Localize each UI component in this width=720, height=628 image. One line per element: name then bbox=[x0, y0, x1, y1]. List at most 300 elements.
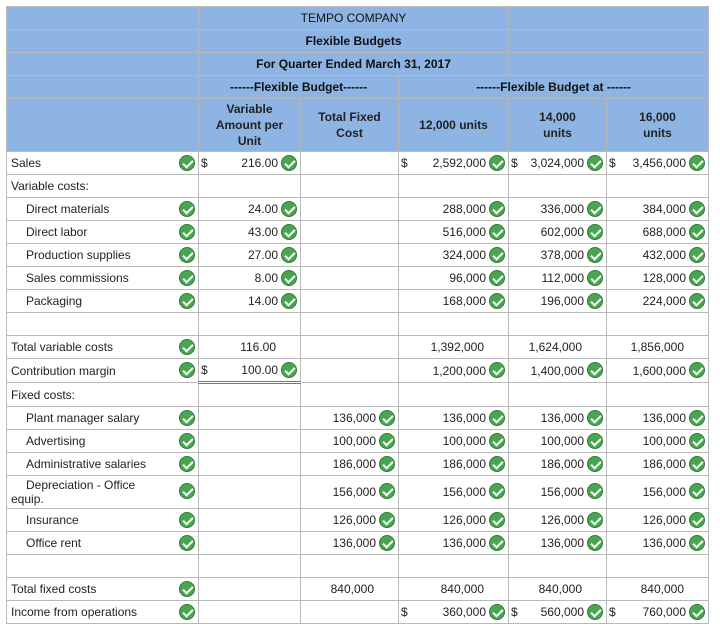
direct-materials-variable-amount[interactable] bbox=[199, 198, 301, 221]
cell-value: 196,000 bbox=[540, 294, 585, 308]
check-icon bbox=[587, 433, 603, 449]
depreciation-variable-amount[interactable] bbox=[199, 476, 301, 509]
cell-value: 840,000 bbox=[640, 582, 685, 596]
administrative-salaries-fixed-cost[interactable] bbox=[301, 453, 399, 476]
check-icon bbox=[587, 293, 603, 309]
cell-value: 1,400,000 bbox=[530, 363, 585, 378]
direct-labor-variable-amount[interactable] bbox=[199, 221, 301, 244]
cell-value: 1,856,000 bbox=[630, 340, 685, 354]
cell-value: 602,000 bbox=[540, 225, 585, 239]
row-label: Contribution margin bbox=[11, 363, 116, 378]
empty-cell bbox=[509, 175, 607, 198]
sales-variable-amount[interactable] bbox=[199, 152, 301, 175]
row-depreciation-office-equip bbox=[7, 476, 709, 509]
administrative-salaries-label-cell[interactable] bbox=[7, 453, 199, 476]
cell-value: 100.00 bbox=[241, 363, 278, 377]
cell-value: 136,000 bbox=[332, 536, 376, 550]
contribution-margin-fixed-cost bbox=[301, 359, 399, 383]
check-icon bbox=[281, 155, 297, 171]
column-header-14000-units: 14,000 units bbox=[509, 99, 607, 152]
cell-value: 840,000 bbox=[330, 582, 374, 596]
empty-cell bbox=[301, 383, 399, 407]
direct-materials-12000-units[interactable] bbox=[399, 198, 509, 221]
check-icon bbox=[179, 410, 195, 426]
production-supplies-label-cell[interactable] bbox=[7, 244, 199, 267]
insurance-14000-units[interactable] bbox=[509, 509, 607, 532]
dollar-sign: $ bbox=[609, 605, 616, 619]
dollar-sign: $ bbox=[401, 156, 408, 170]
insurance-fixed-cost[interactable] bbox=[301, 509, 399, 532]
production-supplies-variable-amount[interactable] bbox=[199, 244, 301, 267]
group-header-flexible-budget-at: ------Flexible Budget at ------ bbox=[399, 76, 709, 99]
check-icon bbox=[689, 224, 705, 240]
check-icon bbox=[689, 483, 705, 499]
direct-materials-14000-units[interactable] bbox=[509, 198, 607, 221]
cell-value: 156,000 bbox=[540, 485, 585, 499]
total-fixed-costs-variable-amount bbox=[199, 578, 301, 601]
check-icon bbox=[587, 512, 603, 528]
cell-value: 516,000 bbox=[442, 225, 487, 239]
row-total-fixed-costs bbox=[7, 578, 709, 601]
sales-commissions-label-cell[interactable] bbox=[7, 267, 199, 290]
empty-cell bbox=[509, 313, 607, 336]
income-from-operations-14000-units[interactable] bbox=[509, 601, 607, 624]
office-rent-16000-units[interactable] bbox=[607, 532, 709, 555]
depreciation-label-cell[interactable] bbox=[7, 476, 199, 509]
advertising-variable-amount[interactable] bbox=[199, 430, 301, 453]
packaging-12000-units[interactable] bbox=[399, 290, 509, 313]
dollar-sign: $ bbox=[401, 605, 408, 619]
row-total-variable-costs bbox=[7, 336, 709, 359]
check-icon bbox=[489, 247, 505, 263]
row-label: Sales commissions bbox=[26, 271, 129, 285]
check-icon bbox=[281, 201, 297, 217]
insurance-label-cell[interactable] bbox=[7, 509, 199, 532]
flexible-budget-table bbox=[6, 6, 709, 624]
cell-value: 3,456,000 bbox=[632, 156, 687, 170]
row-insurance bbox=[7, 509, 709, 532]
cell-value: 136,000 bbox=[540, 536, 585, 550]
direct-materials-16000-units[interactable] bbox=[607, 198, 709, 221]
cell-value: 100,000 bbox=[540, 434, 585, 448]
cell-value: 136,000 bbox=[540, 411, 585, 425]
row-label: Total fixed costs bbox=[11, 582, 97, 596]
empty-cell bbox=[301, 555, 399, 578]
administrative-salaries-14000-units[interactable] bbox=[509, 453, 607, 476]
check-icon bbox=[281, 224, 297, 240]
advertising-14000-units[interactable] bbox=[509, 430, 607, 453]
empty-cell bbox=[399, 313, 509, 336]
row-packaging bbox=[7, 290, 709, 313]
cell-value: 1,392,000 bbox=[430, 340, 485, 354]
row-variable-costs-heading bbox=[7, 175, 709, 198]
cell-value: 27.00 bbox=[247, 248, 278, 262]
packaging-16000-units[interactable] bbox=[607, 290, 709, 313]
cell-value: 116.00 bbox=[240, 340, 276, 354]
row-label: Income from operations bbox=[11, 605, 138, 619]
cell-value: 288,000 bbox=[442, 202, 487, 216]
check-icon bbox=[489, 410, 505, 426]
check-icon bbox=[179, 339, 195, 355]
check-icon bbox=[179, 270, 195, 286]
depreciation-12000-units[interactable] bbox=[399, 476, 509, 509]
check-icon bbox=[689, 535, 705, 551]
empty-cell bbox=[199, 383, 301, 407]
sales-commissions-12000-units[interactable] bbox=[399, 267, 509, 290]
direct-materials-label-cell[interactable] bbox=[7, 198, 199, 221]
insurance-variable-amount[interactable] bbox=[199, 509, 301, 532]
cell-value: 840,000 bbox=[538, 582, 583, 596]
cell-value: 96,000 bbox=[449, 271, 487, 285]
income-from-operations-12000-units[interactable] bbox=[399, 601, 509, 624]
dollar-sign: $ bbox=[201, 156, 208, 170]
production-supplies-fixed-cost[interactable] bbox=[301, 244, 399, 267]
check-icon bbox=[179, 224, 195, 240]
total-variable-costs-16000-units bbox=[607, 336, 709, 359]
row-label: Sales bbox=[11, 156, 42, 170]
cell-value: 136,000 bbox=[442, 536, 487, 550]
cell-value: 360,000 bbox=[442, 605, 487, 619]
advertising-label-cell[interactable] bbox=[7, 430, 199, 453]
cell-value: 216.00 bbox=[241, 156, 278, 170]
dollar-sign: $ bbox=[609, 156, 616, 170]
row-label: Packaging bbox=[26, 294, 83, 308]
income-from-operations-16000-units[interactable] bbox=[607, 601, 709, 624]
sales-commissions-variable-amount[interactable] bbox=[199, 267, 301, 290]
check-icon bbox=[179, 512, 195, 528]
check-icon bbox=[587, 224, 603, 240]
cell-value: 136,000 bbox=[642, 411, 687, 425]
report-title: Flexible Budgets bbox=[199, 30, 509, 53]
check-icon bbox=[179, 604, 195, 620]
empty-cell bbox=[7, 555, 199, 578]
empty-cell bbox=[399, 555, 509, 578]
administrative-salaries-variable-amount[interactable] bbox=[199, 453, 301, 476]
office-rent-14000-units[interactable] bbox=[509, 532, 607, 555]
row-fixed-costs-heading bbox=[7, 383, 709, 407]
cell-value: 100,000 bbox=[332, 434, 376, 448]
sales-fixed-cost[interactable] bbox=[301, 152, 399, 175]
contribution-margin-variable-amount[interactable] bbox=[199, 359, 301, 383]
row-sales bbox=[7, 152, 709, 175]
advertising-16000-units[interactable] bbox=[607, 430, 709, 453]
depreciation-16000-units[interactable] bbox=[607, 476, 709, 509]
cell-value: 168,000 bbox=[442, 294, 487, 308]
header-right-blank bbox=[509, 30, 709, 53]
cell-value: 156,000 bbox=[442, 485, 487, 499]
direct-labor-12000-units[interactable] bbox=[399, 221, 509, 244]
check-icon bbox=[587, 535, 603, 551]
cell-value: 14.00 bbox=[247, 294, 278, 308]
check-icon bbox=[379, 433, 395, 449]
cell-value: 186,000 bbox=[540, 457, 585, 471]
sales-label-cell[interactable] bbox=[7, 152, 199, 175]
check-icon bbox=[489, 155, 505, 171]
empty-cell bbox=[399, 175, 509, 198]
contribution-margin-label-cell[interactable] bbox=[7, 359, 199, 383]
row-label: Office rent bbox=[26, 536, 82, 550]
cell-value: 43.00 bbox=[247, 225, 278, 239]
check-icon bbox=[489, 512, 505, 528]
row-label: Total variable costs bbox=[11, 340, 114, 354]
header-left-blank bbox=[7, 30, 199, 53]
check-icon bbox=[689, 247, 705, 263]
check-icon bbox=[179, 362, 195, 378]
header-left-blank bbox=[7, 53, 199, 76]
income-from-operations-fixed-cost bbox=[301, 601, 399, 624]
plant-manager-salary-fixed-cost[interactable] bbox=[301, 407, 399, 430]
dollar-sign: $ bbox=[511, 605, 518, 619]
total-variable-costs-12000-units bbox=[399, 336, 509, 359]
dollar-sign: $ bbox=[511, 156, 518, 170]
administrative-salaries-16000-units[interactable] bbox=[607, 453, 709, 476]
sales-16000-units[interactable] bbox=[607, 152, 709, 175]
check-icon bbox=[689, 410, 705, 426]
row-label: Plant manager salary bbox=[26, 411, 140, 425]
contribution-margin-12000-units[interactable] bbox=[399, 359, 509, 383]
check-icon bbox=[489, 535, 505, 551]
cell-value: 324,000 bbox=[442, 248, 487, 262]
cell-value: 560,000 bbox=[540, 605, 585, 619]
check-icon bbox=[489, 456, 505, 472]
production-supplies-12000-units[interactable] bbox=[399, 244, 509, 267]
check-icon bbox=[689, 362, 705, 378]
office-rent-variable-amount[interactable] bbox=[199, 532, 301, 555]
check-icon bbox=[179, 456, 195, 472]
check-icon bbox=[587, 483, 603, 499]
depreciation-14000-units[interactable] bbox=[509, 476, 607, 509]
cell-value: 126,000 bbox=[540, 513, 585, 527]
check-icon bbox=[489, 433, 505, 449]
check-icon bbox=[689, 270, 705, 286]
direct-labor-label-cell[interactable] bbox=[7, 221, 199, 244]
check-icon bbox=[281, 293, 297, 309]
column-header-total-fixed-cost: Total Fixed Cost bbox=[301, 99, 399, 152]
check-icon bbox=[587, 604, 603, 620]
production-supplies-16000-units[interactable] bbox=[607, 244, 709, 267]
empty-cell bbox=[301, 175, 399, 198]
advertising-12000-units[interactable] bbox=[399, 430, 509, 453]
cell-value: 128,000 bbox=[642, 271, 687, 285]
office-rent-12000-units[interactable] bbox=[399, 532, 509, 555]
check-icon bbox=[379, 483, 395, 499]
income-from-operations-variable-amount bbox=[199, 601, 301, 624]
check-icon bbox=[179, 483, 195, 499]
check-icon bbox=[489, 604, 505, 620]
header-left-blank bbox=[7, 7, 199, 30]
direct-labor-fixed-cost[interactable] bbox=[301, 221, 399, 244]
row-production-supplies bbox=[7, 244, 709, 267]
check-icon bbox=[587, 247, 603, 263]
cell-value: 186,000 bbox=[442, 457, 487, 471]
check-icon bbox=[179, 535, 195, 551]
spacer-row bbox=[7, 313, 709, 336]
direct-labor-16000-units[interactable] bbox=[607, 221, 709, 244]
cell-value: 2,592,000 bbox=[432, 156, 487, 170]
check-icon bbox=[689, 201, 705, 217]
check-icon bbox=[689, 604, 705, 620]
sales-commissions-14000-units[interactable] bbox=[509, 267, 607, 290]
fixed-costs-label: Fixed costs: bbox=[7, 383, 199, 407]
check-icon bbox=[179, 247, 195, 263]
cell-value: 840,000 bbox=[440, 582, 485, 596]
report-period: For Quarter Ended March 31, 2017 bbox=[199, 53, 509, 76]
plant-manager-salary-16000-units[interactable] bbox=[607, 407, 709, 430]
advertising-fixed-cost[interactable] bbox=[301, 430, 399, 453]
check-icon bbox=[489, 362, 505, 378]
packaging-14000-units[interactable] bbox=[509, 290, 607, 313]
cell-value: 378,000 bbox=[540, 248, 585, 262]
cell-value: 136,000 bbox=[442, 411, 487, 425]
row-advertising bbox=[7, 430, 709, 453]
insurance-16000-units[interactable] bbox=[607, 509, 709, 532]
row-income-from-operations bbox=[7, 601, 709, 624]
header-right-blank bbox=[509, 7, 709, 30]
check-icon bbox=[179, 293, 195, 309]
plant-manager-salary-14000-units[interactable] bbox=[509, 407, 607, 430]
check-icon bbox=[489, 293, 505, 309]
spacer-row bbox=[7, 555, 709, 578]
check-icon bbox=[179, 581, 195, 597]
row-label: Administrative salaries bbox=[26, 457, 147, 471]
check-icon bbox=[489, 483, 505, 499]
cell-value: 112,000 bbox=[541, 271, 585, 285]
sales-14000-units[interactable] bbox=[509, 152, 607, 175]
packaging-label-cell[interactable] bbox=[7, 290, 199, 313]
packaging-variable-amount[interactable] bbox=[199, 290, 301, 313]
packaging-fixed-cost[interactable] bbox=[301, 290, 399, 313]
cell-value: 384,000 bbox=[642, 202, 687, 216]
cell-value: 24.00 bbox=[247, 202, 278, 216]
check-icon bbox=[587, 362, 603, 378]
cell-value: 126,000 bbox=[642, 513, 687, 527]
sales-12000-units[interactable] bbox=[399, 152, 509, 175]
check-icon bbox=[179, 433, 195, 449]
check-icon bbox=[587, 456, 603, 472]
cell-value: 3,024,000 bbox=[530, 156, 585, 170]
direct-labor-14000-units[interactable] bbox=[509, 221, 607, 244]
empty-cell bbox=[199, 175, 301, 198]
empty-cell bbox=[607, 555, 709, 578]
office-rent-label-cell[interactable] bbox=[7, 532, 199, 555]
cell-value: 1,600,000 bbox=[632, 363, 687, 378]
cell-value: 100,000 bbox=[642, 434, 687, 448]
row-administrative-salaries bbox=[7, 453, 709, 476]
total-variable-costs-14000-units bbox=[509, 336, 607, 359]
check-icon bbox=[587, 201, 603, 217]
cell-value: 186,000 bbox=[642, 457, 687, 471]
depreciation-fixed-cost[interactable] bbox=[301, 476, 399, 509]
cell-value: 100,000 bbox=[442, 434, 487, 448]
empty-cell bbox=[199, 555, 301, 578]
cell-value: 156,000 bbox=[642, 485, 687, 499]
row-sales-commissions bbox=[7, 267, 709, 290]
check-icon bbox=[689, 433, 705, 449]
group-header-flexible-budget: ------Flexible Budget------ bbox=[199, 76, 399, 99]
column-header-12000-units: 12,000 units bbox=[399, 99, 509, 152]
flexible-budget-worksheet bbox=[6, 6, 708, 624]
empty-cell bbox=[509, 555, 607, 578]
row-direct-labor bbox=[7, 221, 709, 244]
check-icon bbox=[379, 535, 395, 551]
cell-value: 156,000 bbox=[332, 485, 376, 499]
contribution-margin-14000-units[interactable] bbox=[509, 359, 607, 383]
empty-cell bbox=[607, 383, 709, 407]
empty-cell bbox=[399, 383, 509, 407]
total-variable-costs-label-cell[interactable] bbox=[7, 336, 199, 359]
empty-cell bbox=[301, 313, 399, 336]
total-variable-costs-variable-amount bbox=[199, 336, 301, 359]
cell-value: 336,000 bbox=[540, 202, 585, 216]
check-icon bbox=[379, 410, 395, 426]
cell-value: 688,000 bbox=[642, 225, 687, 239]
empty-cell bbox=[509, 383, 607, 407]
cell-value: 432,000 bbox=[642, 248, 687, 262]
header-left-blank bbox=[7, 76, 199, 99]
check-icon bbox=[689, 512, 705, 528]
check-icon bbox=[689, 155, 705, 171]
dollar-sign: $ bbox=[201, 363, 208, 377]
direct-materials-fixed-cost[interactable] bbox=[301, 198, 399, 221]
sales-commissions-16000-units[interactable] bbox=[607, 267, 709, 290]
check-icon bbox=[179, 155, 195, 171]
column-header-variable-amount: Variable Amount per Unit bbox=[199, 99, 301, 152]
cell-value: 224,000 bbox=[642, 294, 687, 308]
sales-commissions-fixed-cost[interactable] bbox=[301, 267, 399, 290]
cell-value: 126,000 bbox=[442, 513, 487, 527]
plant-manager-salary-label-cell[interactable] bbox=[7, 407, 199, 430]
column-header-blank bbox=[7, 99, 199, 152]
cell-value: 1,200,000 bbox=[432, 363, 487, 378]
variable-costs-label: Variable costs: bbox=[7, 175, 199, 198]
check-icon bbox=[281, 270, 297, 286]
cell-value: 186,000 bbox=[332, 457, 376, 471]
cell-value: 760,000 bbox=[642, 605, 687, 619]
plant-manager-salary-12000-units[interactable] bbox=[399, 407, 509, 430]
row-label: Production supplies bbox=[26, 248, 131, 262]
check-icon bbox=[689, 456, 705, 472]
check-icon bbox=[281, 362, 297, 378]
check-icon bbox=[489, 224, 505, 240]
cell-value: 136,000 bbox=[642, 536, 687, 550]
check-icon bbox=[689, 293, 705, 309]
office-rent-fixed-cost[interactable] bbox=[301, 532, 399, 555]
check-icon bbox=[379, 456, 395, 472]
check-icon bbox=[179, 201, 195, 217]
cell-value: 126,000 bbox=[332, 513, 376, 527]
row-label-line2: equip. bbox=[11, 492, 44, 506]
total-fixed-costs-14000-units bbox=[509, 578, 607, 601]
cell-value: 8.00 bbox=[254, 271, 278, 285]
insurance-12000-units[interactable] bbox=[399, 509, 509, 532]
row-direct-materials bbox=[7, 198, 709, 221]
header-right-blank bbox=[509, 53, 709, 76]
row-contribution-margin bbox=[7, 359, 709, 383]
check-icon bbox=[489, 201, 505, 217]
administrative-salaries-12000-units[interactable] bbox=[399, 453, 509, 476]
cell-value: 136,000 bbox=[332, 411, 376, 425]
row-label: Advertising bbox=[26, 434, 86, 448]
row-label: Direct labor bbox=[26, 225, 88, 239]
empty-cell bbox=[607, 313, 709, 336]
production-supplies-14000-units[interactable] bbox=[509, 244, 607, 267]
total-fixed-costs-label-cell[interactable] bbox=[7, 578, 199, 601]
plant-manager-salary-variable-amount[interactable] bbox=[199, 407, 301, 430]
income-from-operations-label-cell[interactable] bbox=[7, 601, 199, 624]
row-label: Direct materials bbox=[26, 202, 110, 216]
contribution-margin-16000-units[interactable] bbox=[607, 359, 709, 383]
company-name: TEMPO COMPANY bbox=[199, 7, 509, 30]
